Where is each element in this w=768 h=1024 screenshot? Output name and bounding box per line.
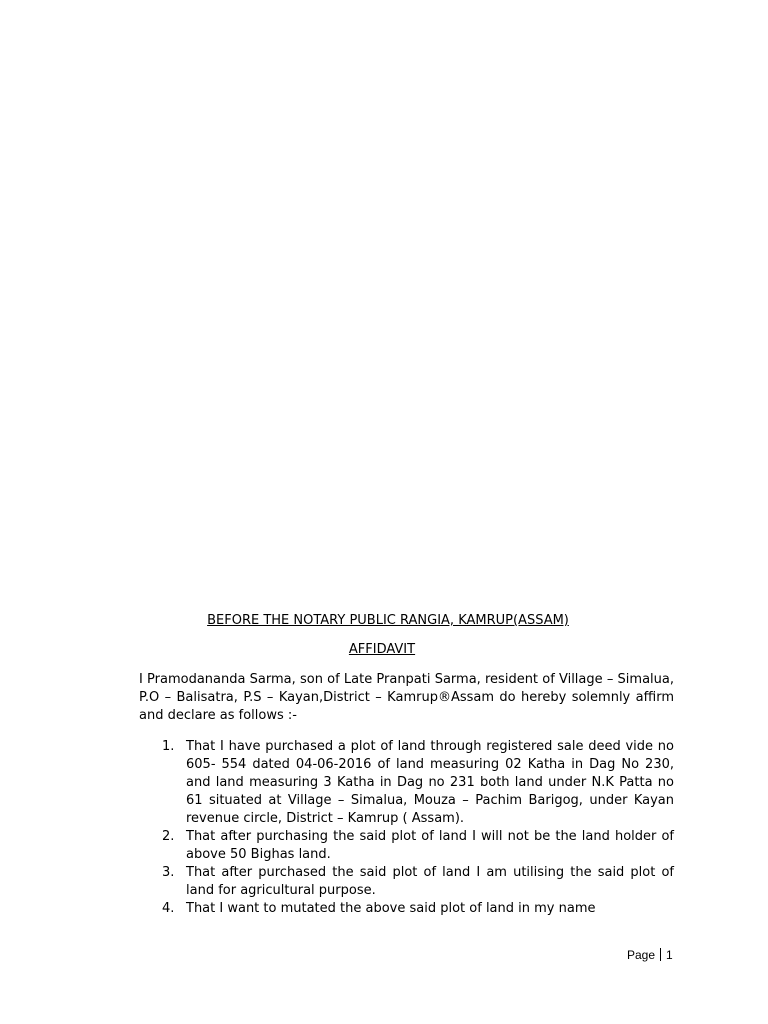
list-item-number: 1. <box>162 739 175 754</box>
list-item-text: That I have purchased a plot of land through registered sale deed vide no 605- 554 dated 04-06-2016 of land measuring 02 Katha in Dag No 230, and land measuring 3 Katha in Dag no 231 both land under N.K Patta no 61 situated at Village – Simalua, Mouza – Pachim Barigog, under Kayan revenue circle, District – Kamrup ( Assam). <box>186 739 674 826</box>
list-item-number: 2. <box>162 829 175 844</box>
list-item-text: That after purchasing the said plot of land I will not be the land holder of above 50 Bighas land. <box>186 829 674 862</box>
affidavit-title: AFFIDAVIT <box>348 642 416 657</box>
intro-paragraph: I Pramodananda Sarma, son of Late Pranpati Sarma, resident of Village – Simalua, P.O – Balisatra, P.S – Kayan,District – Kamrup®Assam do hereby solemnly affirm and declare as follows :- <box>139 672 674 723</box>
page-separator <box>660 948 661 961</box>
page-label: Page <box>627 948 656 962</box>
list-item-text: That after purchased the said plot of land I am utilising the said plot of land for agricultural purpose. <box>186 865 674 898</box>
list-item-text: That I want to mutated the above said plot of land in my name <box>186 901 596 916</box>
list-item-number: 3. <box>162 865 175 880</box>
page-footer <box>627 947 673 963</box>
list-item <box>139 828 674 864</box>
court-heading: BEFORE THE NOTARY PUBLIC RANGIA, KAMRUP(ASSAM) <box>207 613 569 628</box>
declaration-list <box>139 738 674 918</box>
list-item <box>139 738 674 828</box>
list-item <box>139 864 674 900</box>
list-item <box>139 900 674 918</box>
list-item-number: 4. <box>162 901 175 916</box>
page-number: 1 <box>666 948 673 962</box>
